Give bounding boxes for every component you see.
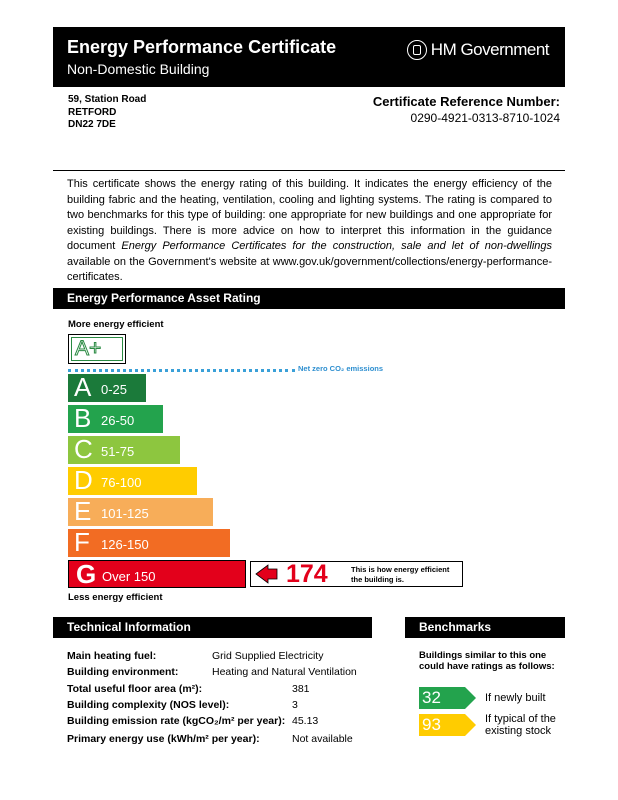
property-address [68, 94, 146, 132]
band-range: 51-75 [101, 444, 135, 459]
tech-row-environment [67, 666, 178, 678]
certificate-title: Energy Performance Certificate [67, 37, 337, 57]
certificate-reference [373, 94, 560, 125]
address-line: 59, Station Road [68, 94, 147, 105]
band-letter: C [74, 434, 93, 464]
benchmark-label: If typical of the existing stock [485, 713, 556, 737]
benchmark-existing-stock [419, 714, 477, 741]
band-d [68, 467, 197, 495]
band-range: 126-150 [101, 537, 149, 552]
band-letter: E [74, 496, 92, 526]
tech-value: Heating and Natural Ventilation [212, 666, 357, 678]
tech-row-floor-area [67, 683, 202, 695]
rating-pointer [250, 561, 463, 587]
band-a [68, 374, 146, 402]
intro-paragraph [67, 177, 552, 286]
hm-government-logo [407, 40, 549, 60]
certificate-header [53, 27, 565, 87]
rating-score: 174 [286, 560, 328, 588]
benchmarks-heading: Benchmarks [405, 617, 565, 638]
rating-score-note: This is how energy efficient the building is. [351, 565, 450, 584]
tech-value: 45.13 [292, 715, 319, 727]
benchmark-value: 32 [422, 688, 441, 707]
tech-label: Total useful floor area (m²): [67, 683, 203, 695]
band-range: Over 150 [102, 569, 156, 584]
divider [53, 170, 565, 171]
royal-crest-icon [407, 40, 427, 60]
band-letter: B [74, 403, 92, 433]
band-e [68, 498, 213, 526]
net-zero-label: Net zero CO₂ emissions [298, 364, 384, 373]
band-g [68, 560, 246, 588]
tech-row-emission-rate [67, 715, 285, 727]
tech-row-primary-energy [67, 733, 260, 745]
asset-rating-heading: Energy Performance Asset Rating [53, 288, 565, 309]
rating-arrow-icon [255, 564, 279, 584]
guidance-document-title: Energy Performance Certificates for the construction, sale and let of non-dwellings [121, 240, 552, 252]
band-range: 0-25 [101, 382, 128, 397]
band-letter: F [74, 527, 90, 557]
band-letter: G [76, 559, 97, 589]
band-letter: D [74, 465, 93, 495]
less-efficient-label: Less energy efficient [68, 592, 163, 603]
technical-info-heading: Technical Information [53, 617, 372, 638]
net-zero-dotted-line [68, 369, 295, 372]
intro-text: This certificate shows the energy rating of this building. It indicates the energy efficiency of the building fabric and the heating, ventilation, cooling and lighting systems. The rating is compared to two benchmarks for this type of building: one appropriate for new buildings and one appropriate for existing buildings. There is more advice on how to interpret this information in the guidance document [67, 178, 552, 252]
tech-value: Grid Supplied Electricity [212, 650, 324, 662]
tech-label: Building environment: [67, 666, 179, 678]
band-range: 101-125 [101, 506, 149, 521]
tech-row-fuel [67, 650, 156, 662]
tech-value: Not available [292, 733, 353, 745]
address-line: RETFORD [68, 106, 117, 118]
band-b [68, 405, 163, 433]
tech-value: 3 [292, 699, 298, 711]
tech-label: Primary energy use (kWh/m² per year): [67, 733, 260, 745]
tech-value: 381 [292, 683, 310, 695]
intro-text-end: available on the Government's website at www.gov.uk/government/collections/energy-performance-certificates. [67, 255, 552, 283]
tech-row-complexity [67, 699, 229, 711]
benchmark-label: If newly built [485, 692, 546, 704]
benchmark-new-build [419, 687, 477, 714]
band-c [68, 436, 180, 464]
tech-label: Main heating fuel: [67, 650, 157, 662]
band-range: 26-50 [101, 413, 135, 428]
certificate-subtitle: Non-Domestic Building [67, 61, 210, 77]
government-name: HM Government [430, 40, 549, 59]
band-range: 76-100 [101, 475, 142, 490]
band-f [68, 529, 230, 557]
benchmark-value: 93 [422, 715, 441, 734]
a-plus-label: A+ [71, 337, 123, 361]
certificate-reference-number: 0290-4921-0313-8710-1024 [410, 111, 560, 125]
certificate-reference-label: Certificate Reference Number: [372, 94, 560, 109]
benchmarks-intro: Buildings similar to this one could have ratings as follows: [419, 650, 555, 672]
band-letter: A [74, 372, 92, 402]
a-plus-box [68, 334, 126, 364]
address-line: DN22 7DE [68, 119, 116, 130]
tech-label: Building complexity (NOS level): [67, 699, 230, 711]
tech-label: Building emission rate (kgCO₂/m² per year): [67, 715, 286, 727]
more-efficient-label: More energy efficient [68, 319, 164, 330]
